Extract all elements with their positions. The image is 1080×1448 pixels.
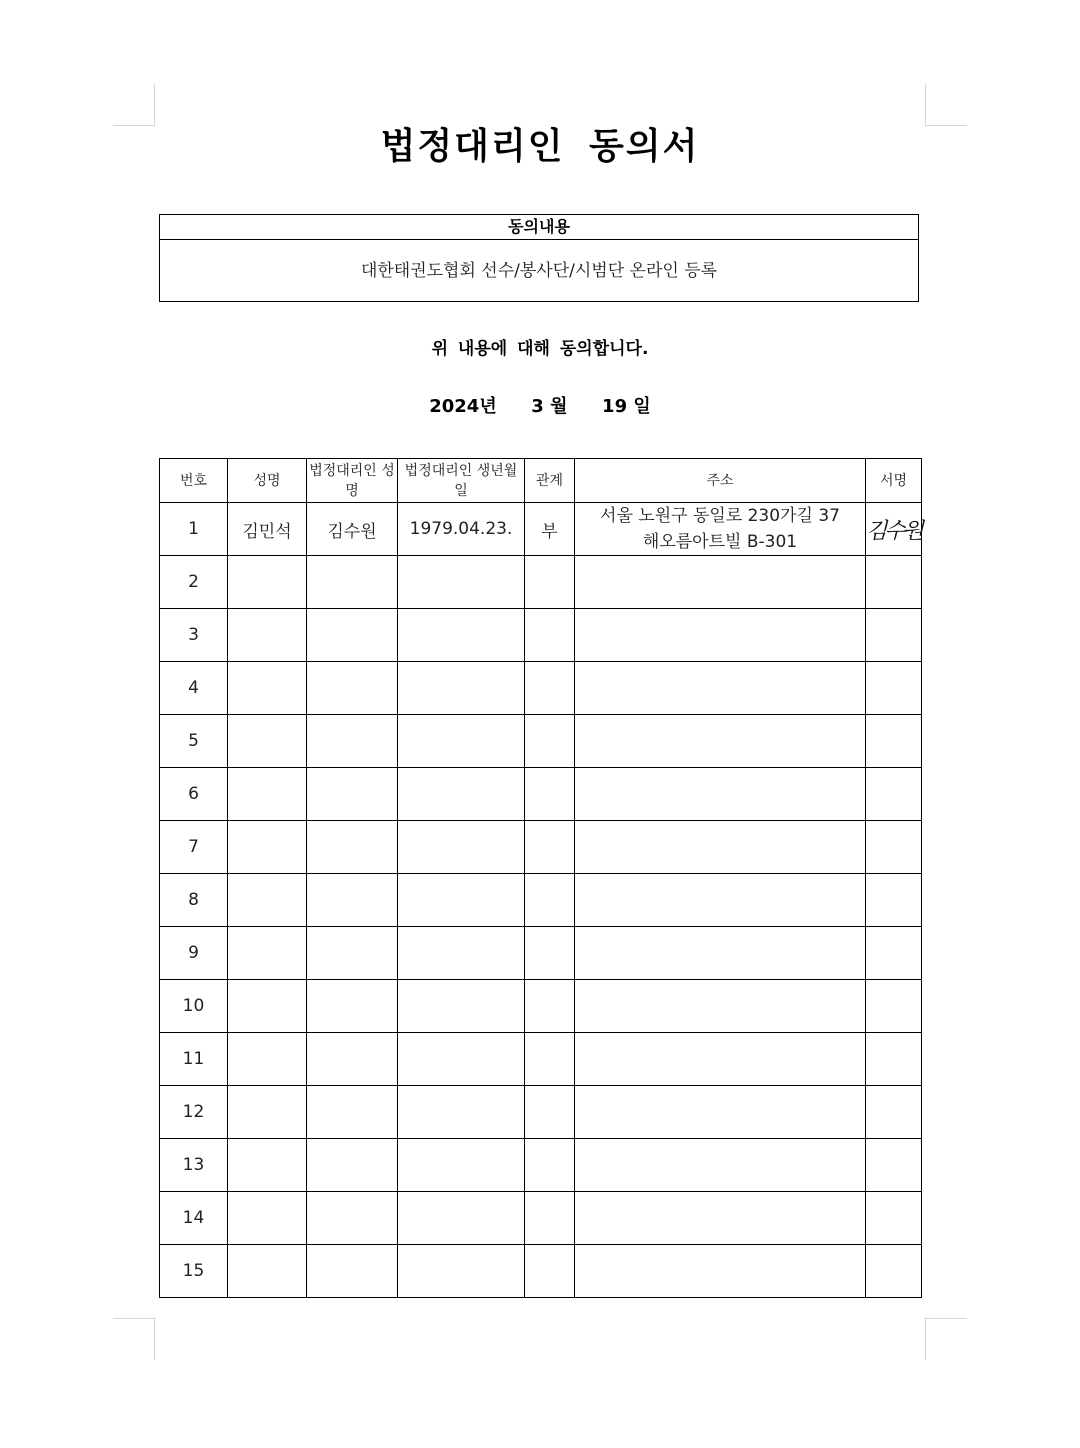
cell-guardian-name [307, 1033, 398, 1086]
cell-number: 12 [160, 1086, 228, 1139]
cell-relation [525, 927, 575, 980]
cell-guardian-name [307, 1139, 398, 1192]
header-signature: 서명 [866, 459, 922, 503]
cell-address [575, 1192, 866, 1245]
cell-guardian-name [307, 874, 398, 927]
header-name: 성명 [228, 459, 307, 503]
cell-guardian-name [307, 1086, 398, 1139]
table-row [160, 927, 922, 980]
date-day-unit: 일 [633, 396, 651, 417]
cell-guardian-birth [398, 1033, 525, 1086]
table-row [160, 1033, 922, 1086]
cell-signature [866, 1033, 922, 1086]
cell-relation [525, 821, 575, 874]
table-row [160, 980, 922, 1033]
cell-address [575, 980, 866, 1033]
cell-guardian-name [307, 821, 398, 874]
guardian-table [159, 458, 922, 1298]
cell-guardian-birth: 1979.04.23. [398, 503, 525, 556]
crop-mark [925, 1318, 926, 1360]
date-month-unit: 월 [550, 396, 568, 417]
cell-number: 7 [160, 821, 228, 874]
cell-guardian-name [307, 768, 398, 821]
date-year: 2024년 [429, 396, 497, 417]
cell-number: 5 [160, 715, 228, 768]
cell-guardian-birth [398, 821, 525, 874]
date-day-number: 19 [602, 396, 628, 417]
cell-number: 13 [160, 1139, 228, 1192]
cell-guardian-name [307, 715, 398, 768]
cell-guardian-name [307, 662, 398, 715]
cell-guardian-name [307, 609, 398, 662]
cell-relation [525, 1245, 575, 1298]
cell-address [575, 715, 866, 768]
cell-guardian-birth [398, 1192, 525, 1245]
address-line-2: 해오름아트빌 B-301 [642, 532, 798, 552]
cell-guardian-name [307, 1192, 398, 1245]
cell-relation [525, 1086, 575, 1139]
cell-guardian-birth [398, 1245, 525, 1298]
table-row [160, 768, 922, 821]
cell-guardian-birth [398, 980, 525, 1033]
cell-signature [866, 768, 922, 821]
crop-mark [154, 1318, 155, 1360]
cell-signature [866, 1086, 922, 1139]
cell-name [228, 1139, 307, 1192]
header-number: 번호 [160, 459, 228, 503]
cell-name [228, 609, 307, 662]
cell-signature [866, 1139, 922, 1192]
cell-signature [866, 662, 922, 715]
cell-name [228, 1192, 307, 1245]
table-row [160, 874, 922, 927]
cell-relation [525, 874, 575, 927]
cell-signature [866, 503, 922, 556]
consent-box [159, 214, 919, 302]
cell-relation [525, 556, 575, 609]
crop-mark [113, 1318, 155, 1319]
handwritten-signature: 김수원 [866, 518, 921, 544]
cell-signature [866, 980, 922, 1033]
cell-address [575, 927, 866, 980]
cell-guardian-birth [398, 609, 525, 662]
cell-name [228, 1245, 307, 1298]
table-row [160, 1086, 922, 1139]
cell-number: 2 [160, 556, 228, 609]
cell-signature [866, 874, 922, 927]
table-row [160, 821, 922, 874]
cell-address [575, 1033, 866, 1086]
table-row [160, 609, 922, 662]
cell-number: 6 [160, 768, 228, 821]
cell-address [575, 1139, 866, 1192]
cell-signature [866, 927, 922, 980]
cell-guardian-name [307, 556, 398, 609]
crop-mark [925, 1318, 967, 1319]
cell-signature [866, 1245, 922, 1298]
consent-content: 대한태권도협회 선수/봉사단/시범단 온라인 등록 [360, 261, 718, 281]
cell-guardian-birth [398, 715, 525, 768]
cell-relation [525, 1139, 575, 1192]
cell-address [575, 556, 866, 609]
cell-address [575, 662, 866, 715]
cell-name [228, 556, 307, 609]
cell-relation [525, 662, 575, 715]
cell-guardian-birth [398, 874, 525, 927]
cell-signature [866, 715, 922, 768]
cell-guardian-birth [398, 662, 525, 715]
address-line-1: 서울 노원구 동일로 230가길 37 [600, 506, 840, 526]
cell-name [228, 662, 307, 715]
consent-header: 동의내용 [160, 215, 918, 240]
cell-guardian-birth [398, 1086, 525, 1139]
cell-number: 14 [160, 1192, 228, 1245]
cell-signature [866, 1192, 922, 1245]
header-guardian-name: 법정대리인 성명 [307, 459, 398, 503]
cell-guardian-birth [398, 768, 525, 821]
table-row [160, 715, 922, 768]
cell-address [575, 1086, 866, 1139]
cell-address [575, 874, 866, 927]
cell-relation [525, 715, 575, 768]
cell-address [575, 609, 866, 662]
cell-address [575, 503, 866, 556]
cell-name [228, 980, 307, 1033]
cell-number: 4 [160, 662, 228, 715]
cell-relation: 부 [525, 503, 575, 556]
cell-name: 김민석 [228, 503, 307, 556]
cell-name [228, 768, 307, 821]
header-relation: 관계 [525, 459, 575, 503]
cell-guardian-name [307, 980, 398, 1033]
cell-guardian-name [307, 927, 398, 980]
cell-relation [525, 1192, 575, 1245]
cell-number: 1 [160, 503, 228, 556]
cell-name [228, 1086, 307, 1139]
cell-guardian-name: 김수원 [307, 503, 398, 556]
cell-number: 9 [160, 927, 228, 980]
consent-date [0, 392, 1080, 418]
cell-guardian-birth [398, 1139, 525, 1192]
cell-number: 15 [160, 1245, 228, 1298]
table-row [160, 503, 922, 556]
cell-relation [525, 609, 575, 662]
cell-address [575, 821, 866, 874]
cell-relation [525, 980, 575, 1033]
header-guardian-birth: 법정대리인 생년월일 [398, 459, 525, 503]
cell-signature [866, 556, 922, 609]
cell-name [228, 1033, 307, 1086]
cell-number: 3 [160, 609, 228, 662]
cell-guardian-name [307, 1245, 398, 1298]
cell-number: 10 [160, 980, 228, 1033]
cell-guardian-birth [398, 927, 525, 980]
cell-name [228, 874, 307, 927]
table-header-row [160, 459, 922, 503]
cell-number: 8 [160, 874, 228, 927]
cell-relation [525, 1033, 575, 1086]
table-row [160, 1245, 922, 1298]
cell-signature [866, 821, 922, 874]
cell-name [228, 715, 307, 768]
cell-address [575, 1245, 866, 1298]
cell-signature [866, 609, 922, 662]
table-row [160, 1192, 922, 1245]
agreement-statement: 위 내용에 대해 동의합니다. [431, 339, 649, 359]
document-title: 법정대리인 동의서 [380, 126, 700, 167]
table-row [160, 662, 922, 715]
cell-guardian-birth [398, 556, 525, 609]
cell-address [575, 768, 866, 821]
table-row [160, 1139, 922, 1192]
table-row [160, 556, 922, 609]
cell-relation [525, 768, 575, 821]
cell-number: 11 [160, 1033, 228, 1086]
header-address: 주소 [575, 459, 866, 503]
cell-name [228, 821, 307, 874]
date-month-number: 3 [531, 396, 544, 417]
cell-name [228, 927, 307, 980]
